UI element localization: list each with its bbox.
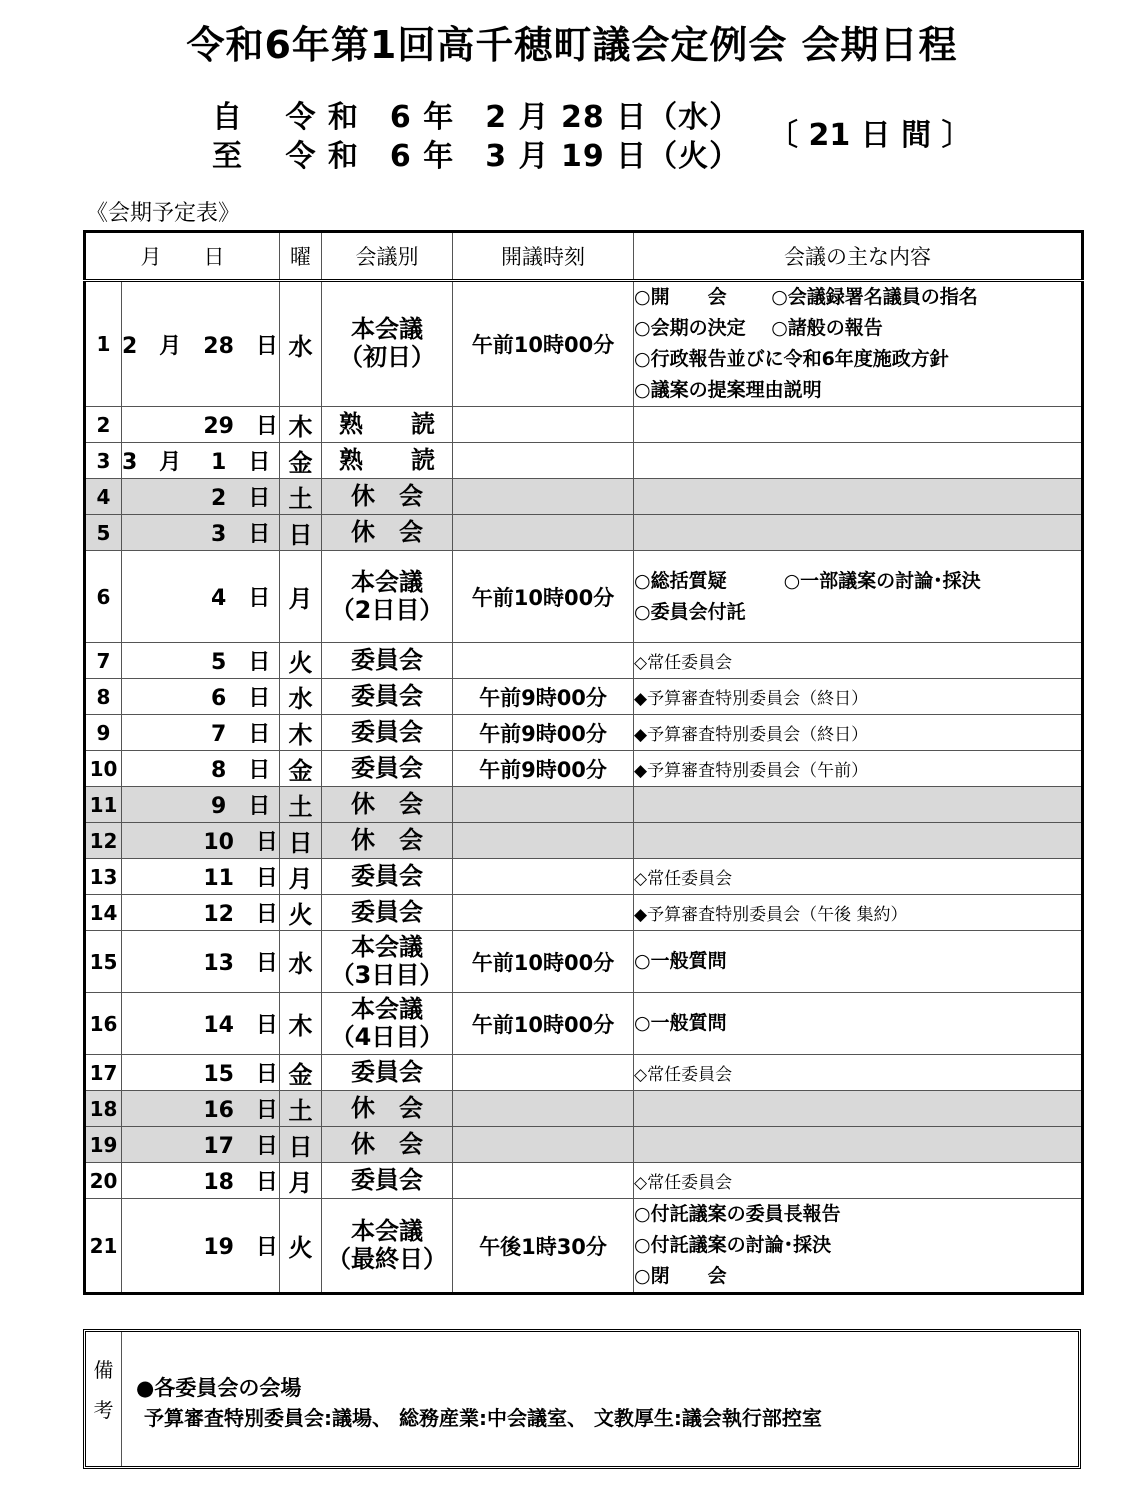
row-date: 14 日 — [122, 993, 280, 1055]
row-date: 9 日 — [122, 787, 280, 823]
row-content-cell — [634, 859, 1083, 895]
row-meeting-type: 本会議 （4日目） — [322, 993, 453, 1055]
row-content-cell — [634, 931, 1083, 993]
row-start-time — [453, 787, 634, 823]
row-meeting-type: 熟 読 — [322, 407, 453, 443]
table-row — [85, 479, 1083, 515]
row-number: 20 — [85, 1163, 122, 1199]
row-number: 8 — [85, 679, 122, 715]
row-date: 3 日 — [122, 515, 280, 551]
header-kind: 会議別 — [322, 232, 453, 281]
row-meeting-type: 委員会 — [322, 643, 453, 679]
row-number: 17 — [85, 1055, 122, 1091]
row-content: ◆予算審査特別委員会（終日） — [634, 689, 869, 709]
row-content-cell — [634, 515, 1083, 551]
row-content-cell — [634, 1127, 1083, 1163]
row-meeting-type: 熟 読 — [322, 443, 453, 479]
row-weekday: 金 — [280, 751, 322, 787]
row-content-cell — [634, 407, 1083, 443]
row-meeting-type: 休 会 — [322, 515, 453, 551]
row-date: 17 日 — [122, 1127, 280, 1163]
row-start-time — [453, 859, 634, 895]
row-start-time: 午前9時00分 — [453, 751, 634, 787]
row-meeting-type: 休 会 — [322, 1091, 453, 1127]
table-row — [85, 931, 1083, 993]
row-number: 19 — [85, 1127, 122, 1163]
section-label: 《会期予定表》 — [86, 201, 241, 226]
row-content-cell — [634, 679, 1083, 715]
table-row — [85, 787, 1083, 823]
row-content: ○付託議案の委員長報告 ○付託議案の討論･採決 ○閉 会 — [634, 1203, 841, 1287]
row-meeting-type: 委員会 — [322, 895, 453, 931]
table-row — [85, 443, 1083, 479]
row-content: ○一般質問 — [634, 1012, 727, 1034]
row-date: 29 日 — [122, 407, 280, 443]
period-from: 自 令 和 6 年 2 月 28 日（水） — [212, 100, 741, 135]
period-to: 至 令 和 6 年 3 月 19 日（火） — [212, 139, 741, 174]
row-date: 15 日 — [122, 1055, 280, 1091]
row-number: 21 — [85, 1199, 122, 1294]
row-date: 12 日 — [122, 895, 280, 931]
row-start-time: 午後1時30分 — [453, 1199, 634, 1294]
row-number: 6 — [85, 551, 122, 643]
row-start-time: 午前10時00分 — [453, 281, 634, 407]
row-date: 18 日 — [122, 1163, 280, 1199]
row-start-time — [453, 515, 634, 551]
row-content-cell — [634, 751, 1083, 787]
row-number: 2 — [85, 407, 122, 443]
row-meeting-type: 本会議 （2日目） — [322, 551, 453, 643]
row-start-time — [453, 1127, 634, 1163]
row-number: 11 — [85, 787, 122, 823]
row-content-cell — [634, 643, 1083, 679]
row-meeting-type: 委員会 — [322, 679, 453, 715]
table-row — [85, 515, 1083, 551]
row-number: 1 — [85, 281, 122, 407]
row-weekday: 日 — [280, 823, 322, 859]
row-number: 9 — [85, 715, 122, 751]
table-row — [85, 281, 1083, 407]
row-date: 16 日 — [122, 1091, 280, 1127]
row-content-cell — [634, 443, 1083, 479]
schedule-rows — [85, 281, 1083, 1294]
row-meeting-type: 委員会 — [322, 859, 453, 895]
row-number: 15 — [85, 931, 122, 993]
row-number: 13 — [85, 859, 122, 895]
row-date: 6 日 — [122, 679, 280, 715]
table-row — [85, 679, 1083, 715]
remarks-label — [86, 1332, 122, 1466]
row-content-cell — [634, 1055, 1083, 1091]
row-weekday: 月 — [280, 551, 322, 643]
row-start-time: 午前10時00分 — [453, 551, 634, 643]
schedule-table — [83, 230, 1084, 1295]
row-start-time: 午前10時00分 — [453, 931, 634, 993]
row-content: ○開 会 ○会議録署名議員の指名 ○会期の決定 ○諸般の報告 ○行政報告並びに令和6年度施政方針 ○議案の提案理由説明 — [634, 286, 978, 401]
row-content-cell — [634, 551, 1083, 643]
row-date: 7 日 — [122, 715, 280, 751]
row-content: ◇常任委員会 — [634, 1173, 733, 1193]
row-content-cell — [634, 715, 1083, 751]
table-row — [85, 993, 1083, 1055]
row-weekday: 土 — [280, 1091, 322, 1127]
row-weekday: 木 — [280, 715, 322, 751]
session-length: 〔 21 日 間 〕 — [768, 118, 972, 153]
row-content-cell — [634, 787, 1083, 823]
row-weekday: 金 — [280, 1055, 322, 1091]
row-start-time — [453, 407, 634, 443]
row-number: 12 — [85, 823, 122, 859]
row-start-time — [453, 443, 634, 479]
row-start-time: 午前9時00分 — [453, 715, 634, 751]
row-meeting-type: 本会議 （初日） — [322, 281, 453, 407]
table-row — [85, 551, 1083, 643]
row-content: ◇常任委員会 — [634, 1065, 733, 1085]
row-meeting-type: 委員会 — [322, 715, 453, 751]
table-row — [85, 715, 1083, 751]
row-number: 7 — [85, 643, 122, 679]
row-content-cell — [634, 993, 1083, 1055]
row-weekday: 金 — [280, 443, 322, 479]
row-content: ◆予算審査特別委員会（終日） — [634, 725, 869, 745]
row-number: 10 — [85, 751, 122, 787]
row-date: 10 日 — [122, 823, 280, 859]
row-weekday: 月 — [280, 1163, 322, 1199]
table-row — [85, 1163, 1083, 1199]
header-dow: 曜 — [280, 232, 322, 281]
row-weekday: 日 — [280, 515, 322, 551]
row-start-time — [453, 895, 634, 931]
row-start-time — [453, 643, 634, 679]
header-content: 会議の主な内容 — [634, 232, 1083, 281]
table-row — [85, 1127, 1083, 1163]
table-row — [85, 751, 1083, 787]
header-date: 月 日 — [85, 232, 280, 281]
row-date: 5 日 — [122, 643, 280, 679]
row-start-time — [453, 1055, 634, 1091]
row-meeting-type: 委員会 — [322, 1055, 453, 1091]
table-row — [85, 859, 1083, 895]
row-content-cell — [634, 1091, 1083, 1127]
header-row — [85, 232, 1083, 281]
row-number: 4 — [85, 479, 122, 515]
row-weekday: 火 — [280, 1199, 322, 1294]
row-weekday: 水 — [280, 931, 322, 993]
row-date: 13 日 — [122, 931, 280, 993]
row-weekday: 日 — [280, 1127, 322, 1163]
table-row — [85, 643, 1083, 679]
remarks-label-text: 備 考 — [93, 1358, 114, 1422]
row-meeting-type: 委員会 — [322, 751, 453, 787]
row-date: 4 日 — [122, 551, 280, 643]
row-meeting-type: 委員会 — [322, 1163, 453, 1199]
row-number: 14 — [85, 895, 122, 931]
row-content-cell — [634, 823, 1083, 859]
row-content: ◇常任委員会 — [634, 653, 733, 673]
row-content: ○総括質疑 ○一部議案の討論･採決 ○委員会付託 — [634, 569, 981, 623]
table-row — [85, 1199, 1083, 1294]
row-meeting-type: 休 会 — [322, 1127, 453, 1163]
row-content-cell — [634, 479, 1083, 515]
row-weekday: 月 — [280, 859, 322, 895]
row-start-time: 午前10時00分 — [453, 993, 634, 1055]
row-content-cell — [634, 895, 1083, 931]
row-content: ◆予算審査特別委員会（午後 集約） — [634, 905, 908, 925]
row-content-cell — [634, 1163, 1083, 1199]
row-meeting-type: 休 会 — [322, 479, 453, 515]
row-meeting-type: 本会議 （最終日） — [322, 1199, 453, 1294]
row-weekday: 火 — [280, 895, 322, 931]
header-time: 開議時刻 — [453, 232, 634, 281]
row-content: ○一般質問 — [634, 950, 727, 972]
row-weekday: 土 — [280, 479, 322, 515]
table-row — [85, 823, 1083, 859]
row-meeting-type: 休 会 — [322, 787, 453, 823]
row-date: 11 日 — [122, 859, 280, 895]
table-row — [85, 407, 1083, 443]
row-date: 3 月 1 日 — [122, 443, 280, 479]
row-weekday: 水 — [280, 679, 322, 715]
page-title: 令和6年第1回高千穂町議会定例会 会期日程 — [186, 23, 958, 67]
row-weekday: 火 — [280, 643, 322, 679]
row-number: 5 — [85, 515, 122, 551]
row-date: 8 日 — [122, 751, 280, 787]
row-start-time: 午前9時00分 — [453, 679, 634, 715]
row-weekday: 水 — [280, 281, 322, 407]
remarks-body: 予算審査特別委員会:議場、 総務産業:中会議室、 文教厚生:議会執行部控室 — [144, 1406, 822, 1430]
row-start-time — [453, 823, 634, 859]
remarks-box — [83, 1329, 1081, 1469]
row-number: 3 — [85, 443, 122, 479]
row-number: 18 — [85, 1091, 122, 1127]
row-start-time — [453, 1163, 634, 1199]
remarks-heading: ●各委員会の会場 — [136, 1376, 302, 1400]
table-row — [85, 1091, 1083, 1127]
table-row — [85, 895, 1083, 931]
row-number: 16 — [85, 993, 122, 1055]
row-weekday: 木 — [280, 407, 322, 443]
row-weekday: 土 — [280, 787, 322, 823]
row-start-time — [453, 479, 634, 515]
row-meeting-type: 本会議 （3日目） — [322, 931, 453, 993]
table-row — [85, 1055, 1083, 1091]
row-date: 2 月 28 日 — [122, 281, 280, 407]
row-weekday: 木 — [280, 993, 322, 1055]
row-content-cell — [634, 1199, 1083, 1294]
row-start-time — [453, 1091, 634, 1127]
row-date: 2 日 — [122, 479, 280, 515]
row-content: ◆予算審査特別委員会（午前） — [634, 761, 869, 781]
row-content-cell — [634, 281, 1083, 407]
row-content: ◇常任委員会 — [634, 869, 733, 889]
row-date: 19 日 — [122, 1199, 280, 1294]
row-meeting-type: 休 会 — [322, 823, 453, 859]
